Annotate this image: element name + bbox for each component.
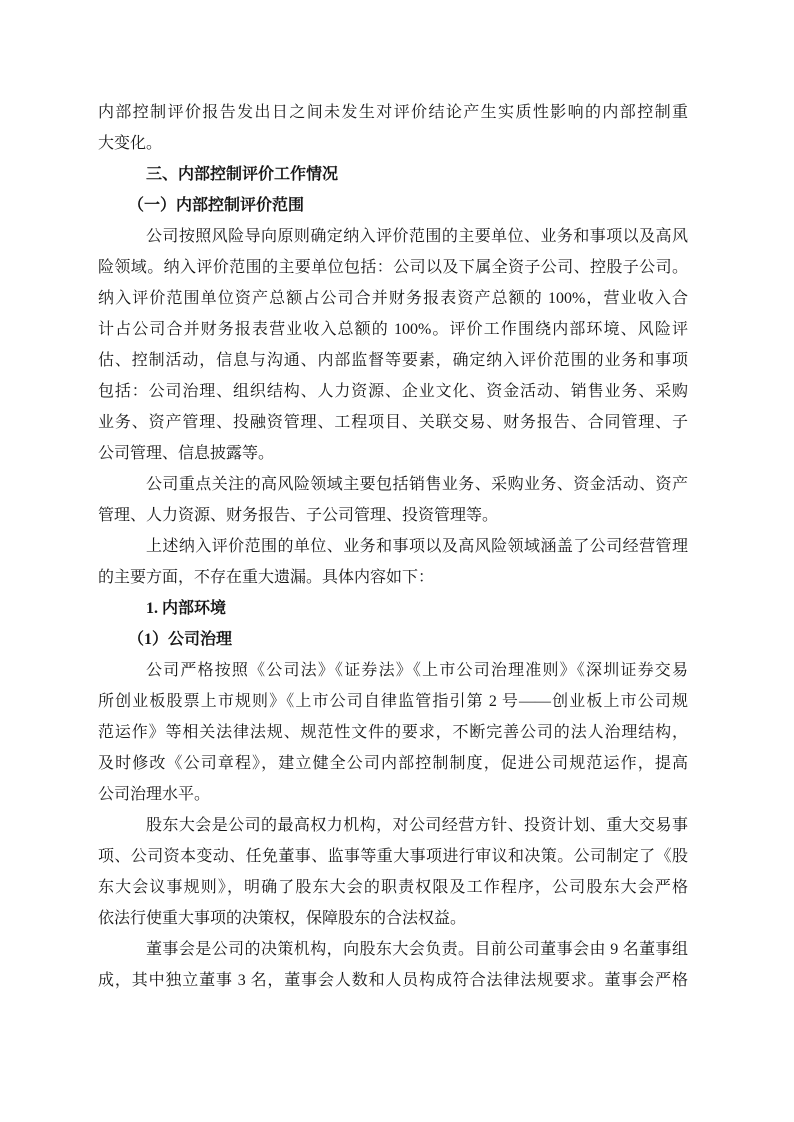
paragraph-line: 的主要方面，不存在重大遗漏。具体内容如下： (98, 569, 435, 586)
paragraph-line: 依法行使重大事项的决策权，保障股东的合法权益。 (98, 910, 467, 927)
paragraph-line: 公司严格按照《公司法》《证券法》《上市公司治理准则》《深圳证券交易 (146, 662, 688, 679)
paragraph-line: 管理、人力资源、财务报告、子公司管理、投资管理等。 (98, 507, 499, 524)
paragraph-line: 纳入评价范围单位资产总额占公司合并财务报表资产总额的 100%，营业收入合 (98, 290, 688, 307)
paragraph-line: 公司管理、信息披露等。 (98, 445, 275, 462)
paragraph-line: 公司重点关注的高风险领域主要包括销售业务、采购业务、资金活动、资产 (146, 476, 688, 493)
paragraph-line: 大变化。 (98, 135, 163, 152)
paragraph-line: 项、公司资本变动、任免董事、监事等重大事项进行审议和决策。公司制定了《股 (98, 848, 688, 865)
section-heading: （1）公司治理 (128, 631, 233, 648)
section-heading: 1. 内部环境 (146, 600, 227, 617)
paragraph-line: 公司治理水平。 (98, 786, 211, 803)
paragraph-line: 股东大会是公司的最高权力机构，对公司经营方针、投资计划、重大交易事 (146, 817, 688, 834)
paragraph-line: 内部控制评价报告发出日之间未发生对评价结论产生实质性影响的内部控制重 (98, 104, 688, 121)
paragraph-line: 及时修改《公司章程》，建立健全公司内部控制制度，促进公司规范运作，提高 (98, 755, 688, 772)
section-heading: 三、内部控制评价工作情况 (146, 166, 339, 183)
paragraph-line: 成，其中独立董事 3 名，董事会人数和人员构成符合法律法规要求。董事会严格 (98, 972, 688, 989)
document-body (98, 97, 688, 996)
paragraph-line: 计占公司合并财务报表营业收入总额的 100%。评价工作围绕内部环境、风险评 (98, 321, 688, 338)
paragraph-line: 东大会议事规则》，明确了股东大会的职责权限及工作程序，公司股东大会严格 (98, 879, 688, 896)
paragraph-line: 业务、资产管理、投融资管理、工程项目、关联交易、财务报告、合同管理、子 (98, 414, 688, 431)
paragraph-line: 所创业板股票上市规则》《上市公司自律监管指引第 2 号——创业板上市公司规 (98, 693, 688, 710)
paragraph-line: 范运作》等相关法律法规、规范性文件的要求，不断完善公司的法人治理结构， (98, 724, 688, 741)
paragraph-line: 估、控制活动，信息与沟通、内部监督等要素，确定纳入评价范围的业务和事项 (98, 352, 688, 369)
paragraph-line: 上述纳入评价范围的单位、业务和事项以及高风险领域涵盖了公司经营管理 (146, 538, 688, 555)
paragraph-line: 公司按照风险导向原则确定纳入评价范围的主要单位、业务和事项以及高风 (146, 228, 688, 245)
section-heading: （一）内部控制评价范围 (128, 197, 305, 214)
paragraph-line: 包括：公司治理、组织结构、人力资源、企业文化、资金活动、销售业务、采购 (98, 383, 688, 400)
paragraph-line: 险领域。纳入评价范围的主要单位包括：公司以及下属全资子公司、控股子公司。 (98, 259, 688, 276)
paragraph-line: 董事会是公司的决策机构，向股东大会负责。目前公司董事会由 9 名董事组 (146, 941, 688, 958)
